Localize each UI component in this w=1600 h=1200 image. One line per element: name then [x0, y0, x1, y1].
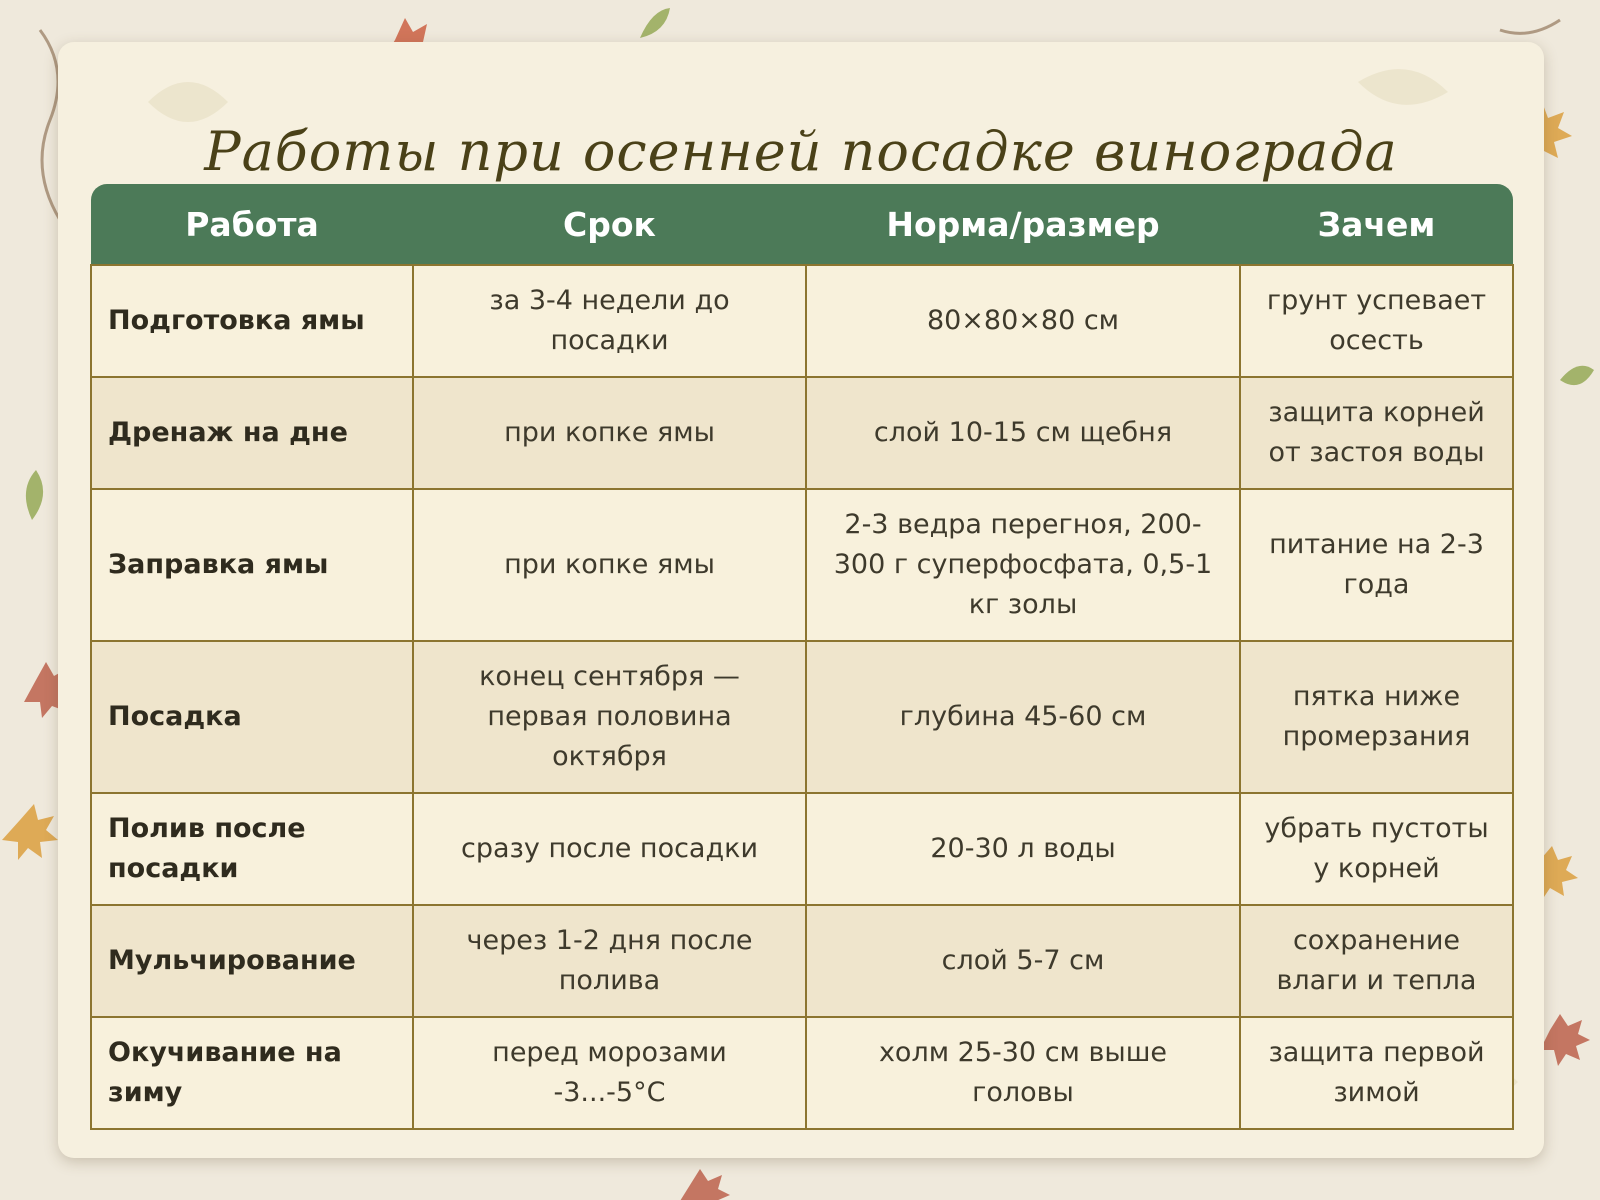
term-cell: за 3-4 недели до посадки	[413, 265, 806, 377]
term-cell: сразу после посадки	[413, 793, 806, 905]
column-header-work: Работа	[91, 184, 413, 265]
term-cell: при копке ямы	[413, 377, 806, 489]
norm-cell: глубина 45-60 см	[806, 641, 1240, 793]
work-cell: Подготовка ямы	[91, 265, 413, 377]
norm-cell: слой 5-7 см	[806, 905, 1240, 1017]
norm-cell: 2-3 ведра перегноя, 200-300 г суперфосфата, 0,5-1 кг золы	[806, 489, 1240, 641]
norm-cell: холм 25-30 см выше головы	[806, 1017, 1240, 1129]
column-header-why: Зачем	[1240, 184, 1513, 265]
work-cell: Мульчирование	[91, 905, 413, 1017]
term-cell: при копке ямы	[413, 489, 806, 641]
table-header-row	[91, 184, 1513, 265]
table-row	[91, 641, 1513, 793]
content-card	[58, 42, 1544, 1158]
table-row	[91, 1017, 1513, 1129]
norm-cell: слой 10-15 см щебня	[806, 377, 1240, 489]
table-row	[91, 793, 1513, 905]
table-row	[91, 377, 1513, 489]
column-header-norm: Норма/размер	[806, 184, 1240, 265]
norm-cell: 80×80×80 см	[806, 265, 1240, 377]
why-cell: питание на 2-3 года	[1240, 489, 1513, 641]
planting-table-container	[90, 184, 1512, 1130]
why-cell: сохранение влаги и тепла	[1240, 905, 1513, 1017]
why-cell: защита первой зимой	[1240, 1017, 1513, 1129]
why-cell: пятка ниже промерзания	[1240, 641, 1513, 793]
term-cell: конец сентября — первая половина октября	[413, 641, 806, 793]
table-row	[91, 265, 1513, 377]
term-cell: перед морозами -3...-5°C	[413, 1017, 806, 1129]
page-title: Работы при осенней посадке винограда	[204, 120, 1398, 183]
why-cell: защита корней от застоя воды	[1240, 377, 1513, 489]
why-cell: убрать пустоты у корней	[1240, 793, 1513, 905]
work-cell: Посадка	[91, 641, 413, 793]
planting-table	[90, 184, 1514, 1130]
table-row	[91, 905, 1513, 1017]
work-cell: Заправка ямы	[91, 489, 413, 641]
work-cell: Полив после посадки	[91, 793, 413, 905]
table-row	[91, 489, 1513, 641]
work-cell: Окучивание на зиму	[91, 1017, 413, 1129]
column-header-term: Срок	[413, 184, 806, 265]
work-cell: Дренаж на дне	[91, 377, 413, 489]
norm-cell: 20-30 л воды	[806, 793, 1240, 905]
term-cell: через 1-2 дня после полива	[413, 905, 806, 1017]
why-cell: грунт успевает осесть	[1240, 265, 1513, 377]
